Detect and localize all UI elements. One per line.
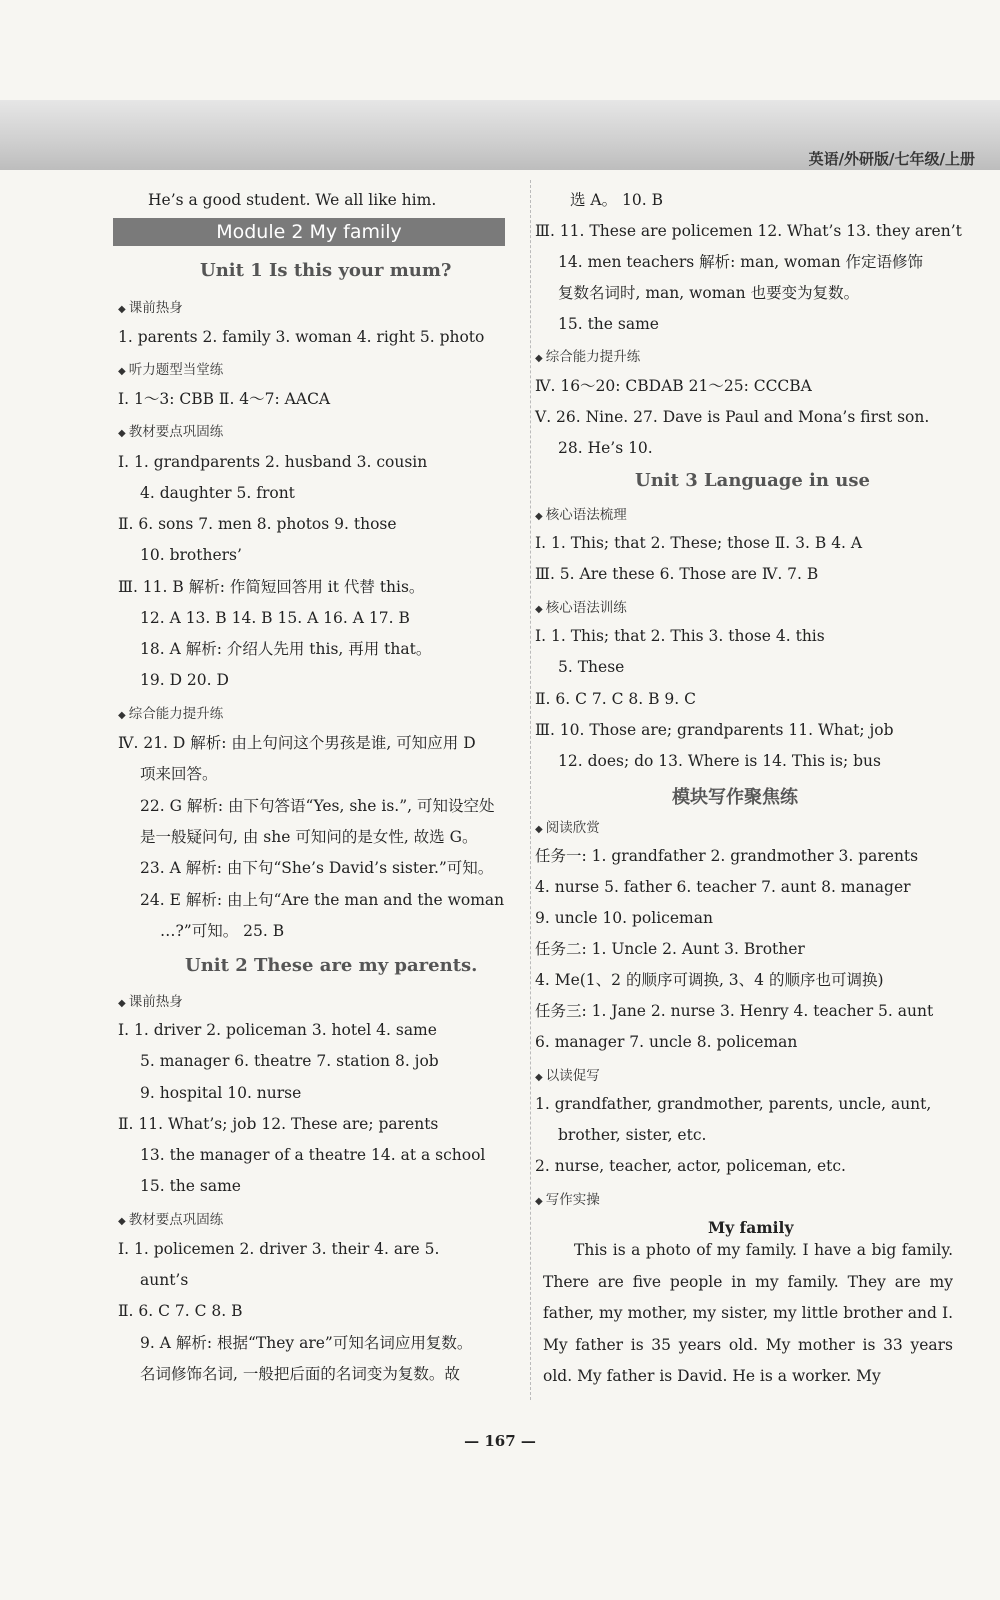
answer-line: Ⅴ. 26. Nine. 27. Dave is Paul and Mona’s first son.	[535, 408, 930, 426]
answer-line: Ⅱ. 6. C 7. C 8. B 9. C	[535, 690, 697, 708]
answer-line: 19. D 20. D	[140, 671, 229, 689]
column-divider	[530, 180, 531, 1400]
answer-line: 12. does; do 13. Where is 14. This is; bus	[558, 752, 881, 770]
answer-line: 选 A。 10. B	[570, 191, 664, 209]
answer-line: 1. grandfather, grandmother, parents, uncle, aunt,	[535, 1095, 932, 1113]
section-heading	[118, 420, 223, 440]
answer-line: Ⅰ. 1～3: CBB Ⅱ. 4～7: AACA	[118, 390, 331, 408]
answer-line: 28. He’s 10.	[558, 439, 653, 457]
answer-line: …?”可知。 25. B	[160, 922, 285, 940]
section-heading	[118, 358, 223, 378]
answer-line: brother, sister, etc.	[558, 1126, 707, 1144]
answer-line: 项来回答。	[140, 765, 218, 783]
section-heading	[118, 702, 223, 722]
answer-line: Ⅳ. 21. D 解析: 由上句问这个男孩是谁, 可知应用 D	[118, 734, 476, 752]
answer-line: Ⅰ. 1. grandparents 2. husband 3. cousin	[118, 453, 428, 471]
answer-line: He’s a good student. We all like him.	[148, 191, 437, 209]
diamond-icon: ◆	[118, 998, 126, 1009]
answer-line: Ⅰ. 1. policemen 2. driver 3. their 4. are 5.	[118, 1240, 440, 1258]
essay-paragraph: This is a photo of my family. I have a big family. There are five people in my family. They are my father, my mother, my sister, my little brother and I. My father is 35 years old. My mother is 33 years old. My father is David. He is a worker. My	[543, 1241, 953, 1385]
section-heading-label: 课前热身	[128, 300, 183, 316]
section-heading	[535, 1064, 600, 1084]
section-heading-label: 核心语法梳理	[545, 507, 627, 523]
unit-title: 模块写作聚焦练	[672, 787, 798, 808]
answer-line: 任务一: 1. grandfather 2. grandmother 3. parents	[535, 847, 919, 865]
answer-line: 13. the manager of a theatre 14. at a school	[140, 1146, 486, 1164]
section-heading-label: 阅读欣赏	[545, 820, 600, 836]
answer-line: Ⅱ. 6. C 7. C 8. B	[118, 1302, 243, 1320]
header-title: 英语/外研版/七年级/上册	[808, 150, 975, 168]
diamond-icon: ◆	[118, 366, 126, 377]
answer-line: 4. daughter 5. front	[140, 484, 295, 502]
essay-title: My family	[708, 1218, 794, 1237]
answer-line: Ⅱ. 11. What’s; job 12. These are; parents	[118, 1115, 439, 1133]
answer-line: 15. the same	[558, 315, 659, 333]
section-heading-label: 综合能力提升练	[545, 349, 641, 365]
section-heading-label: 以读促写	[545, 1068, 600, 1084]
answer-line: 1. parents 2. family 3. woman 4. right 5. photo	[118, 328, 485, 346]
section-heading-label: 教材要点巩固练	[128, 1212, 224, 1228]
section-heading-label: 听力题型当堂练	[128, 362, 224, 378]
unit-title: Unit 1 Is this your mum?	[200, 260, 452, 281]
section-heading-label: 核心语法训练	[545, 600, 627, 616]
section-heading-label: 综合能力提升练	[128, 706, 224, 722]
diamond-icon: ◆	[535, 1072, 543, 1083]
module-title: Module 2 My family	[113, 218, 505, 246]
diamond-icon: ◆	[535, 824, 543, 835]
diamond-icon: ◆	[535, 511, 543, 522]
section-heading-label: 课前热身	[128, 994, 183, 1010]
answer-line: 2. nurse, teacher, actor, policeman, etc.	[535, 1157, 846, 1175]
diamond-icon: ◆	[535, 353, 543, 364]
answer-line: Ⅰ. 1. This; that 2. These; those Ⅱ. 3. B 4. A	[535, 534, 863, 552]
answer-line: 名词修饰名词, 一般把后面的名词变为复数。故	[140, 1365, 460, 1383]
unit-title: Unit 3 Language in use	[635, 470, 870, 491]
answer-line: Ⅳ. 16～20: CBDAB 21～25: CCCBA	[535, 377, 812, 395]
unit-title: Unit 2 These are my parents.	[185, 955, 478, 976]
answer-line: 9. hospital 10. nurse	[140, 1084, 302, 1102]
answer-line: 15. the same	[140, 1177, 241, 1195]
section-heading	[535, 816, 600, 836]
answer-line: 14. men teachers 解析: man, woman 作定语修饰	[558, 253, 923, 271]
diamond-icon: ◆	[535, 1196, 543, 1207]
answer-line: 5. manager 6. theatre 7. station 8. job	[140, 1052, 439, 1070]
diamond-icon: ◆	[118, 304, 126, 315]
answer-line: 是一般疑问句, 由 she 可知问的是女性, 故选 G。	[140, 828, 478, 846]
answer-line: 10. brothers’	[140, 546, 242, 564]
diamond-icon: ◆	[535, 604, 543, 615]
answer-line: 12. A 13. B 14. B 15. A 16. A 17. B	[140, 609, 410, 627]
answer-line: 18. A 解析: 介绍人先用 this, 再用 that。	[140, 640, 432, 658]
answer-line: 4. Me(1、2 的顺序可调换, 3、4 的顺序也可调换)	[535, 971, 884, 989]
section-heading	[535, 503, 627, 523]
answer-line: 22. G 解析: 由下句答语“Yes, she is.”, 可知设空处	[140, 797, 495, 815]
answer-line: 9. uncle 10. policeman	[535, 909, 713, 927]
answer-line: Ⅰ. 1. This; that 2. This 3. those 4. this	[535, 627, 825, 645]
answer-line: 9. A 解析: 根据“They are”可知名词应用复数。	[140, 1334, 473, 1352]
page-number: — 167 —	[464, 1432, 536, 1450]
answer-line: 24. E 解析: 由上句“Are the man and the woman	[140, 891, 505, 909]
answer-line: Ⅱ. 6. sons 7. men 8. photos 9. those	[118, 515, 397, 533]
answer-line: 4. nurse 5. father 6. teacher 7. aunt 8. manager	[535, 878, 911, 896]
section-heading-label: 写作实操	[545, 1192, 600, 1208]
answer-line: aunt’s	[140, 1271, 189, 1289]
section-heading	[118, 296, 183, 316]
section-heading	[118, 1208, 223, 1228]
section-heading	[118, 990, 183, 1010]
answer-line: 23. A 解析: 由下句“She’s David’s sister.”可知。	[140, 859, 494, 877]
answer-line: 6. manager 7. uncle 8. policeman	[535, 1033, 798, 1051]
answer-line: Ⅲ. 10. Those are; grandparents 11. What; job	[535, 721, 894, 739]
answer-line: Ⅲ. 5. Are these 6. Those are Ⅳ. 7. B	[535, 565, 819, 583]
section-heading	[535, 345, 640, 365]
answer-line: 复数名词时, man, woman 也要变为复数。	[558, 284, 860, 302]
diamond-icon: ◆	[118, 1216, 126, 1227]
diamond-icon: ◆	[118, 710, 126, 721]
section-heading	[535, 1188, 600, 1208]
section-heading-label: 教材要点巩固练	[128, 424, 224, 440]
diamond-icon: ◆	[118, 428, 126, 439]
answer-line: Ⅲ. 11. B 解析: 作简短回答用 it 代替 this。	[118, 578, 425, 596]
answer-line: Ⅲ. 11. These are policemen 12. What’s 13. they aren’t	[535, 222, 962, 240]
answer-line: 任务二: 1. Uncle 2. Aunt 3. Brother	[535, 940, 805, 958]
answer-line: Ⅰ. 1. driver 2. policeman 3. hotel 4. same	[118, 1021, 437, 1039]
answer-line: 任务三: 1. Jane 2. nurse 3. Henry 4. teacher 5. aunt	[535, 1002, 934, 1020]
section-heading	[535, 596, 627, 616]
answer-line: 5. These	[558, 658, 625, 676]
